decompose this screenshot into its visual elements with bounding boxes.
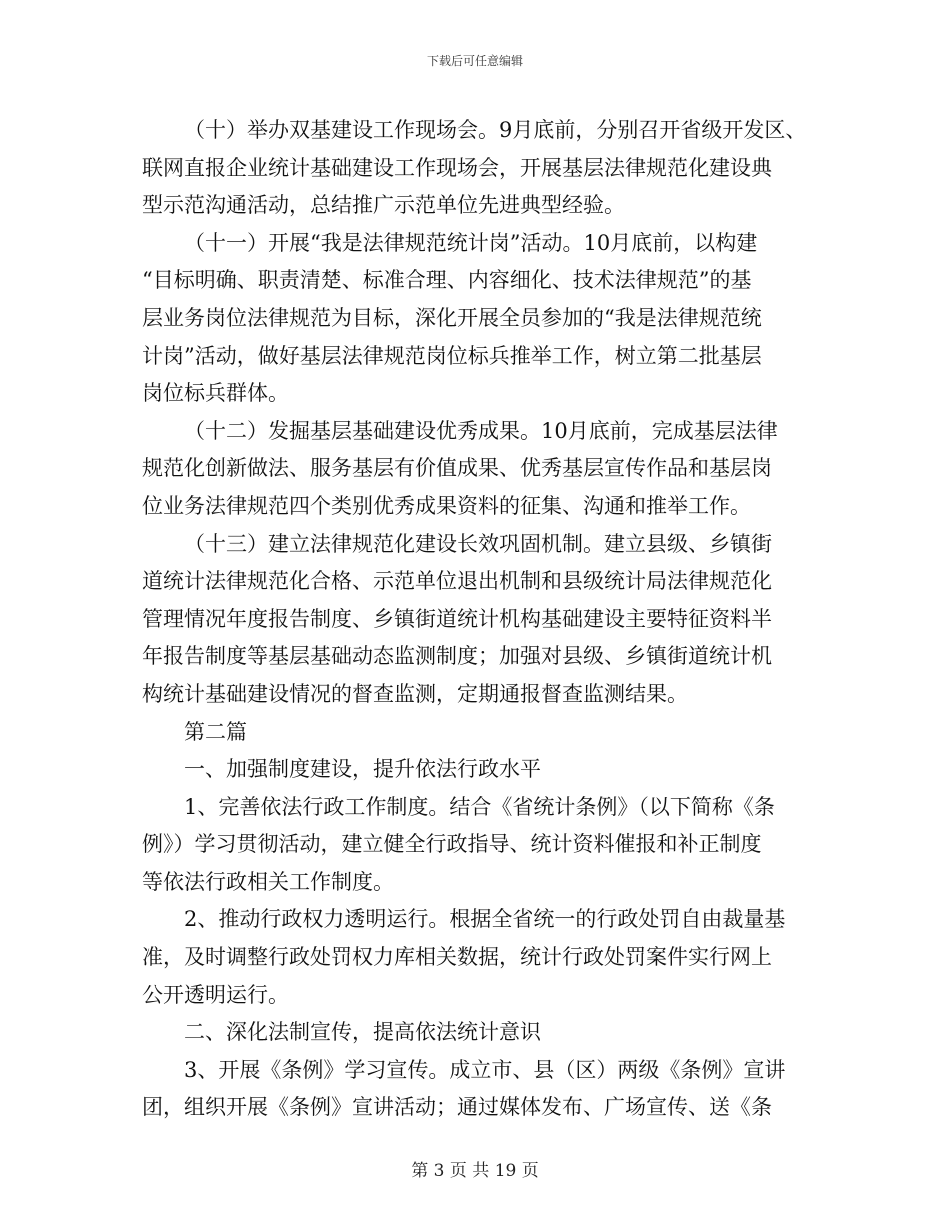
page-footer: 第 3 页 共 19 页 [411,1161,539,1181]
text-line: 岗位标兵群体。 [142,381,289,406]
text-line: （十二）发掘基层基础建设优秀成果。10月底前，完成基层法律 [184,418,778,443]
text-line: 构统计基础建设情况的督查监测，定期通报督查监测结果。 [142,681,688,706]
text-line: 例》）学习贯彻活动，建立健全行政指导、统计资料催报和补正制度 [142,832,762,857]
text-line: 1、完善依法行政工作制度。结合《省统计条例》（以下简称《条 [184,794,775,819]
text-line: 准，及时调整行政处罚权力库相关数据，统计行政处罚案件实行网上 [142,945,772,970]
text-line: （十）举办双基建设工作现场会。9月底前，分别召开省级开发区、 [184,118,807,142]
text-line: 2、推动行政权力透明运行。根据全省统一的行政处罚自由裁量基 [184,907,786,932]
text-line: 层业务岗位法律规范为目标，深化开展全员参加的“我是法律规范统 [142,305,762,330]
text-line: 型示范沟通活动，总结推广示范单位先进典型经验。 [142,193,625,218]
text-line: 管理情况年度报告制度、乡镇街道统计机构基础建设主要特征资料半 [142,606,772,631]
page-header: 下载后可任意编辑 [426,54,523,68]
text-line: 位业务法律规范四个类别优秀成果资料的征集、沟通和推举工作。 [142,493,751,518]
text-line: 一、加强制度建设，提升依法行政水平 [184,757,541,782]
text-line: 第二篇 [184,719,247,744]
text-line: 联网直报企业统计基础建设工作现场会，开展基层法律规范化建设典 [142,155,772,180]
text-line: 年报告制度等基层基础动态监测制度；加强对县级、乡镇街道统计机 [142,644,772,669]
text-line: 3、开展《条例》学习宣传。成立市、县（区）两级《条例》宣讲 [184,1057,786,1082]
text-line: 计岗”活动，做好基层法律规范岗位标兵推举工作，树立第二批基层 [142,343,762,368]
text-line: （十一）开展“我是法律规范统计岗”活动。10月底前，以构建 [184,230,758,255]
text-line: 团，组织开展《条例》宣讲活动；通过媒体发布、广场宣传、送《条 [142,1095,772,1120]
text-line: 道统计法律规范化合格、示范单位退出机制和县级统计局法律规范化 [142,569,772,594]
document-body [142,112,810,1127]
text-line: “目标明确、职责清楚、标准合理、内容细化、技术法律规范”的基 [142,268,752,293]
text-line: 公开透明运行。 [142,982,289,1007]
text-line: （十三）建立法律规范化建设长效巩固机制。建立县级、乡镇街 [184,531,772,556]
text-line: 规范化创新做法、服务基层有价值成果、优秀基层宣传作品和基层岗 [142,456,772,481]
text-line: 二、深化法制宣传，提高依法统计意识 [184,1020,541,1045]
text-line: 等依法行政相关工作制度。 [142,869,394,894]
